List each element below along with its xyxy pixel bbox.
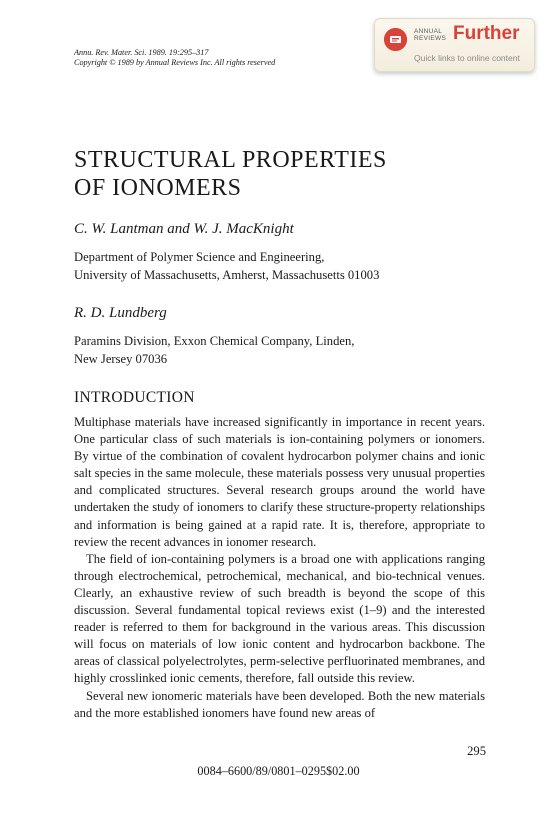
further-links-badge[interactable] bbox=[374, 18, 535, 72]
further-label: Further bbox=[453, 23, 520, 44]
journal-citation bbox=[74, 48, 275, 68]
title-line-1: STRUCTURAL PROPERTIES bbox=[74, 147, 387, 173]
copyright-line: Copyright © 1989 by Annual Reviews Inc. All rights reserved bbox=[74, 58, 276, 67]
paragraph: The field of ion-containing polymers is a broad one with applications ranging through electrochemical, petrochemical, mechanical, and bio-technical venues. Clearly, an exhaustive review of such breadth is beyond the scope of this discussion. Several fundamental topical reviews exist (1–9) and the interested reader is referred to them for background in the various areas. This discussion will focus on materials of low ionic content and hydrocarbon backbone. The areas of classical polyelectrolytes, perm-selective perfluorinated membranes, and highly crosslinked ionic cements, therefore, fall outside this review. bbox=[74, 551, 485, 686]
paragraph: Multiphase materials have increased significantly in importance in recent years. One particular class of such materials is ion-containing polymers or ionomers. By virtue of the combination of covalent hydrocarbon polymer chains and ionic salt species in the same molecule, these materials possess very unusual properties and complicated structures. Several research groups around the world have undertaken the study of ionomers to clarify these structure-property relationships and information is being gained at a rapid rate. It is, therefore, appropriate to review the recent advances in ionomer research. bbox=[74, 415, 485, 549]
page-number: 295 bbox=[467, 744, 486, 758]
journal-line: Annu. Rev. Mater. Sci. 1989. 19:295–317 bbox=[74, 48, 209, 57]
title-line-2: OF IONOMERS bbox=[74, 175, 242, 201]
affiliation-primary bbox=[74, 248, 494, 284]
article-code: 0084–6600/89/0801–0295$02.00 bbox=[197, 764, 360, 778]
affiliation-secondary-line-2: New Jersey 07036 bbox=[74, 352, 168, 366]
annual-reviews-label: ANNUAL REVIEWS bbox=[414, 28, 447, 42]
paragraph: Several new ionomeric materials have been developed. Both the new materials and the more established ionomers have found new areas of bbox=[74, 688, 485, 720]
affiliation-secondary bbox=[74, 332, 494, 368]
quick-links-label: Quick links to online content bbox=[414, 53, 520, 63]
affiliation-primary-line-1: Department of Polymer Science and Engineering, bbox=[74, 250, 325, 264]
annual-reviews-logo-icon bbox=[384, 28, 407, 51]
affiliation-secondary-line-1: Paramins Division, Exxon Chemical Company, Linden, bbox=[74, 334, 355, 348]
authors-secondary: R. D. Lundberg bbox=[74, 305, 167, 321]
authors-primary: C. W. Lantman and W. J. MacKnight bbox=[74, 221, 294, 237]
affiliation-primary-line-2: University of Massachusetts, Amherst, Massachusetts 01003 bbox=[74, 268, 380, 282]
section-heading: INTRODUCTION bbox=[74, 389, 195, 406]
article-title bbox=[74, 146, 474, 202]
article-body bbox=[74, 414, 485, 722]
